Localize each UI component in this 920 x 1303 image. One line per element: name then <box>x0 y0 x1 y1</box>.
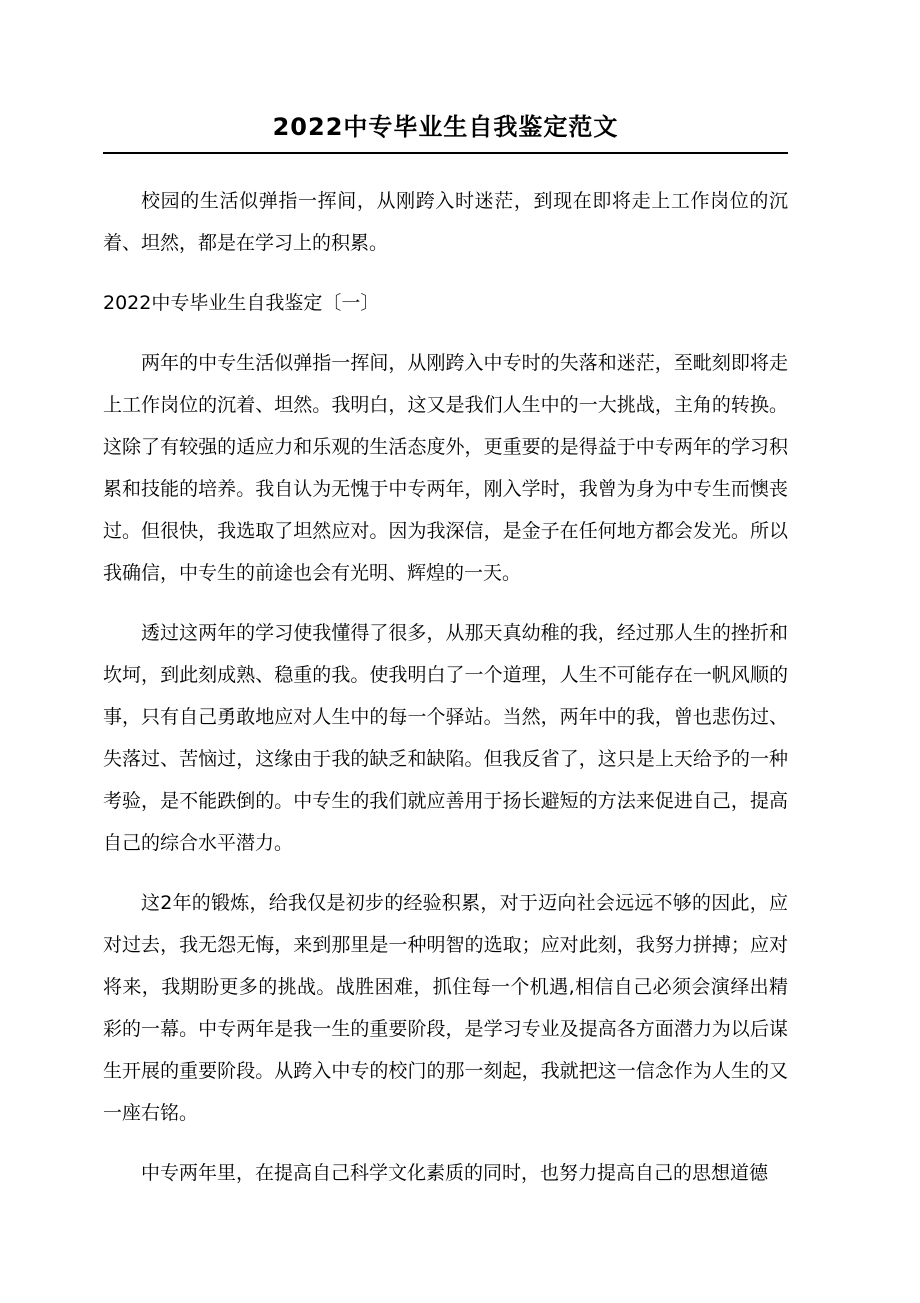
paragraph-body-2: 透过这两年的学习使我懂得了很多，从那天真幼稚的我，经过那人生的挫折和坎坷，到此刻成熟、稳重的我。使我明白了一个道理，人生不可能存在一帆风顺的事，只有自己勇敢地应对人生中的每一个驿站。当然，两年中的我，曾也悲伤过、失落过、苦恼过，这缘由于我的缺乏和缺陷。但我反省了，这只是上天给予的一种考验，是不能跌倒的。中专生的我们就应善用于扬长避短的方法来促进自己，提高自己的综合水平潜力。 <box>103 622 788 854</box>
paragraph-intro: 校园的生活似弹指一挥间，从刚跨入时迷茫，到现在即将走上工作岗位的沉着、坦然，都是在学习上的积累。 <box>103 190 788 254</box>
paragraph-body-3: 这2年的锻炼，给我仅是初步的经验积累，对于迈向社会远远不够的因此，应对过去，我无怨无悔，来到那里是一种明智的选取；应对此刻，我努力拼搏；应对将来，我期盼更多的挑战。战胜困难，抓住每一个机遇,相信自己必须会演绎出精彩的一幕。中专两年是我一生的重要阶段，是学习专业及提高各方面潜力为以后谋生开展的重要阶段。从跨入中专的校门的那一刻起，我就把这一信念作为人生的又一座右铭。 <box>103 892 788 1124</box>
paragraph-body-4: 中专两年里，在提高自己科学文化素质的同时，也努力提高自己的思想道德 <box>141 1162 769 1184</box>
title-divider <box>103 152 788 154</box>
document-title: 2022中专毕业生自我鉴定范文 <box>272 113 619 141</box>
section-heading: 2022中专毕业生自我鉴定〔一〕 <box>103 292 380 314</box>
paragraph-body-1: 两年的中专生活似弹指一挥间，从刚跨入中专时的失落和迷茫，至毗刻即将走上工作岗位的沉着、坦然。我明白，这又是我们人生中的一大挑战，主角的转换。这除了有较强的适应力和乐观的生活态度外，更重要的是得益于中专两年的学习积累和技能的培养。我自认为无愧于中专两年，刚入学时，我曾为身为中专生而懊丧过。但很快，我选取了坦然应对。因为我深信，是金子在任何地方都会发光。所以我确信，中专生的前途也会有光明、辉煌的一天。 <box>103 352 788 584</box>
